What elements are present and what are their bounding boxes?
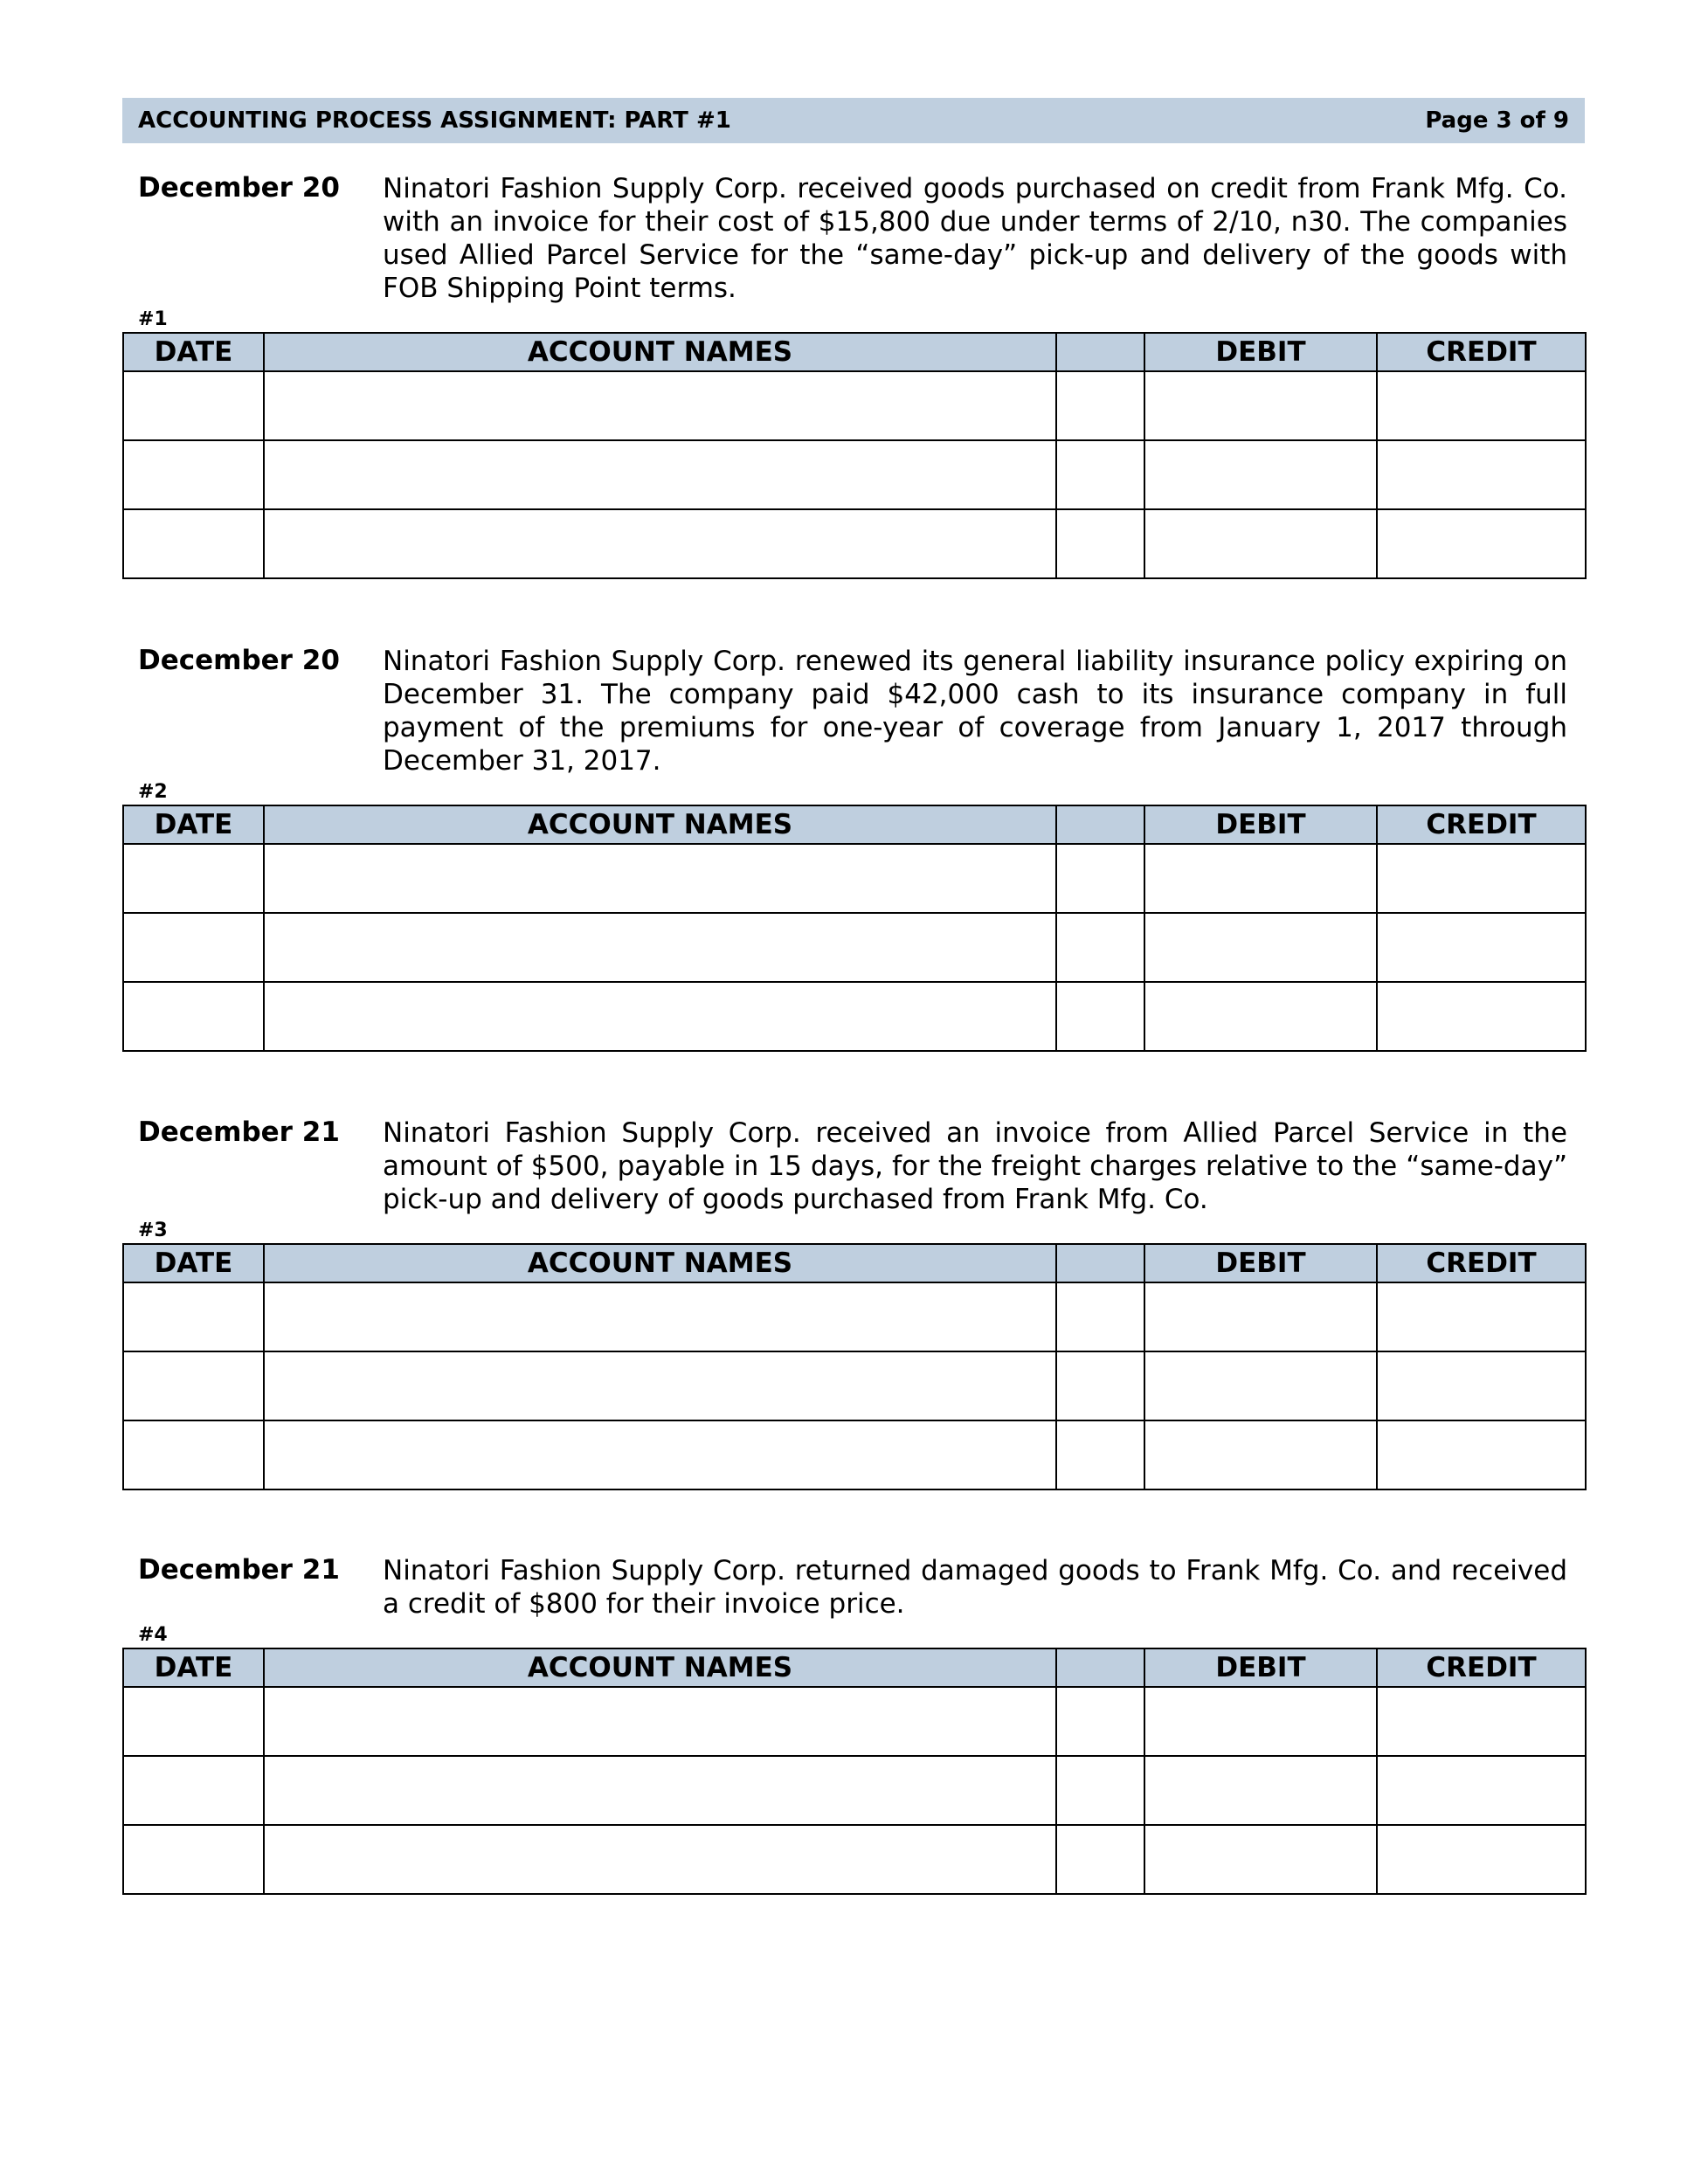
debit-cell[interactable] (1144, 1825, 1377, 1894)
account-name-cell[interactable] (264, 1351, 1056, 1420)
credit-cell[interactable] (1377, 371, 1586, 440)
ref-cell[interactable] (1056, 982, 1144, 1051)
table-row (123, 1825, 1586, 1894)
credit-cell[interactable] (1377, 1420, 1586, 1489)
journal-table (122, 1648, 1587, 1895)
table-row (123, 1756, 1586, 1825)
date-cell[interactable] (123, 1825, 264, 1894)
credit-cell[interactable] (1377, 440, 1586, 509)
table-header-row (123, 333, 1586, 371)
ref-cell[interactable] (1056, 1756, 1144, 1825)
account-names-header: ACCOUNT NAMES (264, 805, 1056, 844)
ref-header (1056, 1648, 1144, 1687)
credit-cell[interactable] (1377, 913, 1586, 982)
ref-cell[interactable] (1056, 1282, 1144, 1351)
table-row (123, 509, 1586, 578)
transaction-number: #2 (138, 781, 168, 803)
date-cell[interactable] (123, 1687, 264, 1756)
table-row (123, 1351, 1586, 1420)
credit-cell[interactable] (1377, 982, 1586, 1051)
table-header-row (123, 805, 1586, 844)
transaction-date: December 21 (138, 1116, 340, 1148)
date-cell[interactable] (123, 1756, 264, 1825)
credit-cell[interactable] (1377, 509, 1586, 578)
debit-cell[interactable] (1144, 1351, 1377, 1420)
credit-cell[interactable] (1377, 1282, 1586, 1351)
credit-header: CREDIT (1377, 1648, 1586, 1687)
table-header-row (123, 1648, 1586, 1687)
debit-header: DEBIT (1144, 1648, 1377, 1687)
date-header: DATE (123, 805, 264, 844)
debit-cell[interactable] (1144, 509, 1377, 578)
journal-table (122, 805, 1587, 1052)
date-cell[interactable] (123, 982, 264, 1051)
table-row (123, 440, 1586, 509)
credit-header: CREDIT (1377, 805, 1586, 844)
table-header-row (123, 1244, 1586, 1282)
table-row (123, 913, 1586, 982)
journal-table (122, 1243, 1587, 1490)
transaction-number: #3 (138, 1220, 168, 1241)
date-cell[interactable] (123, 844, 264, 913)
debit-cell[interactable] (1144, 1756, 1377, 1825)
credit-cell[interactable] (1377, 1825, 1586, 1894)
debit-header: DEBIT (1144, 333, 1377, 371)
debit-header: DEBIT (1144, 805, 1377, 844)
ref-cell[interactable] (1056, 440, 1144, 509)
transaction-description: Ninatori Fashion Supply Corp. renewed its general liability insurance policy expiring on December 31. The company paid $42,000 cash to its insurance company in full payment of the premiums for one-year of coverage from January 1, 2017 through December 31, 2017. (383, 646, 1567, 777)
account-name-cell[interactable] (264, 371, 1056, 440)
assignment-title: ACCOUNTING PROCESS ASSIGNMENT: PART #1 (138, 107, 731, 134)
ref-header (1056, 805, 1144, 844)
debit-cell[interactable] (1144, 440, 1377, 509)
ref-header (1056, 1244, 1144, 1282)
date-cell[interactable] (123, 371, 264, 440)
account-names-header: ACCOUNT NAMES (264, 1648, 1056, 1687)
debit-cell[interactable] (1144, 844, 1377, 913)
debit-cell[interactable] (1144, 371, 1377, 440)
debit-cell[interactable] (1144, 913, 1377, 982)
table-row (123, 1687, 1586, 1756)
date-header: DATE (123, 333, 264, 371)
debit-cell[interactable] (1144, 982, 1377, 1051)
date-cell[interactable] (123, 1420, 264, 1489)
ref-cell[interactable] (1056, 913, 1144, 982)
journal-table (122, 332, 1587, 579)
ref-cell[interactable] (1056, 371, 1144, 440)
date-cell[interactable] (123, 913, 264, 982)
debit-cell[interactable] (1144, 1420, 1377, 1489)
account-names-header: ACCOUNT NAMES (264, 1244, 1056, 1282)
account-name-cell[interactable] (264, 1282, 1056, 1351)
transaction-description: Ninatori Fashion Supply Corp. received an invoice from Allied Parcel Service in the amount of $500, payable in 15 days, for the freight charges relative to the “same-day” pick-up and delivery of goods purchased from Frank Mfg. Co. (383, 1117, 1567, 1215)
table-row (123, 982, 1586, 1051)
transaction-number: #4 (138, 1624, 168, 1646)
transaction-number: #1 (138, 308, 168, 330)
credit-cell[interactable] (1377, 844, 1586, 913)
page-number: Page 3 of 9 (1425, 107, 1569, 134)
account-name-cell[interactable] (264, 982, 1056, 1051)
account-name-cell[interactable] (264, 509, 1056, 578)
ref-cell[interactable] (1056, 1825, 1144, 1894)
date-cell[interactable] (123, 1351, 264, 1420)
account-name-cell[interactable] (264, 1756, 1056, 1825)
date-cell[interactable] (123, 440, 264, 509)
ref-cell[interactable] (1056, 509, 1144, 578)
credit-cell[interactable] (1377, 1756, 1586, 1825)
transaction-description: Ninatori Fashion Supply Corp. returned damaged goods to Frank Mfg. Co. and received a credit of $800 for their invoice price. (383, 1555, 1567, 1620)
date-cell[interactable] (123, 1282, 264, 1351)
debit-cell[interactable] (1144, 1282, 1377, 1351)
account-name-cell[interactable] (264, 440, 1056, 509)
account-name-cell[interactable] (264, 1825, 1056, 1894)
ref-cell[interactable] (1056, 844, 1144, 913)
date-header: DATE (123, 1648, 264, 1687)
ref-cell[interactable] (1056, 1687, 1144, 1756)
ref-cell[interactable] (1056, 1351, 1144, 1420)
table-row (123, 371, 1586, 440)
table-row (123, 844, 1586, 913)
credit-cell[interactable] (1377, 1351, 1586, 1420)
table-row (123, 1420, 1586, 1489)
page-header (122, 98, 1585, 143)
debit-cell[interactable] (1144, 1687, 1377, 1756)
credit-cell[interactable] (1377, 1687, 1586, 1756)
account-name-cell[interactable] (264, 844, 1056, 913)
transaction-date: December 21 (138, 1554, 340, 1586)
table-row (123, 1282, 1586, 1351)
credit-header: CREDIT (1377, 1244, 1586, 1282)
transaction-date: December 20 (138, 172, 340, 204)
account-name-cell[interactable] (264, 1687, 1056, 1756)
credit-header: CREDIT (1377, 333, 1586, 371)
date-header: DATE (123, 1244, 264, 1282)
account-name-cell[interactable] (264, 913, 1056, 982)
ref-header (1056, 333, 1144, 371)
account-name-cell[interactable] (264, 1420, 1056, 1489)
ref-cell[interactable] (1056, 1420, 1144, 1489)
debit-header: DEBIT (1144, 1244, 1377, 1282)
account-names-header: ACCOUNT NAMES (264, 333, 1056, 371)
transaction-date: December 20 (138, 645, 340, 676)
transaction-description: Ninatori Fashion Supply Corp. received goods purchased on credit from Frank Mfg. Co. with an invoice for their cost of $15,800 due under terms of 2/10, n30. The companies used Allied Parcel Service for the “same-day” pick-up and delivery of the goods with FOB Shipping Point terms. (383, 173, 1567, 304)
date-cell[interactable] (123, 509, 264, 578)
